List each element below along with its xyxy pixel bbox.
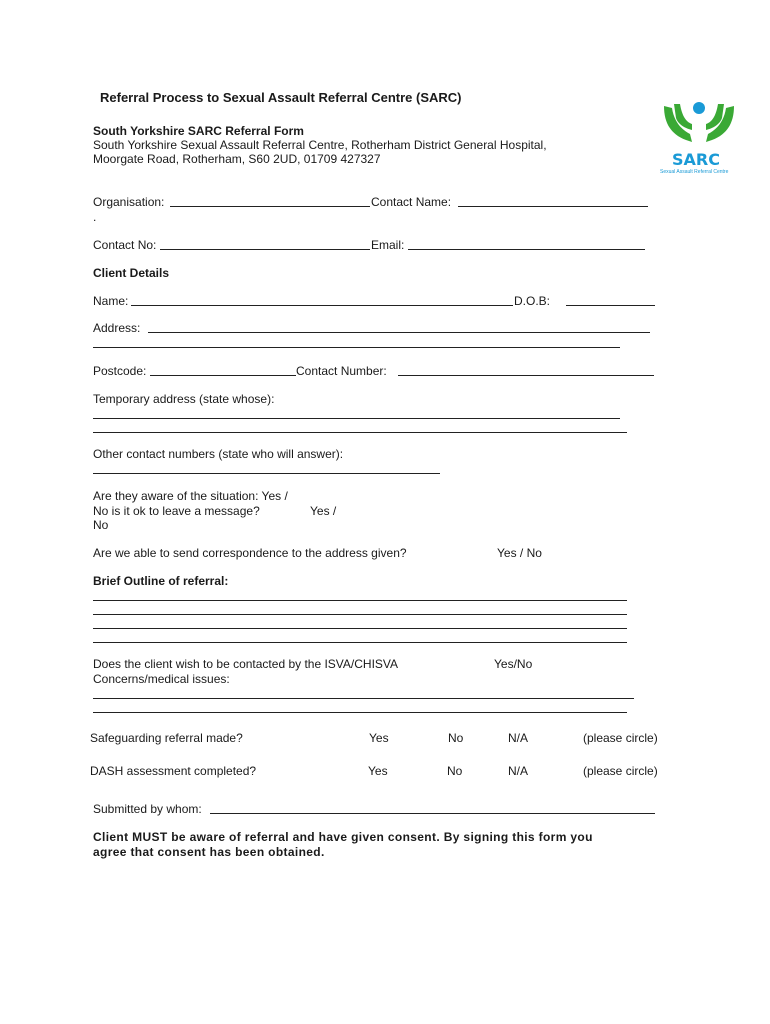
submitted-label: Submitted by whom:	[93, 802, 202, 816]
page-title: Referral Process to Sexual Assault Referral Centre (SARC)	[100, 90, 462, 105]
temp-address-field-2[interactable]	[93, 432, 627, 433]
safeguarding-please-circle: (please circle)	[583, 731, 658, 745]
address-field-2[interactable]	[93, 347, 620, 348]
dash-no[interactable]: No	[447, 764, 463, 778]
sarc-logo	[660, 100, 740, 180]
isva-answer[interactable]: Yes/No	[494, 657, 533, 671]
brief-outline-heading: Brief Outline of referral:	[93, 574, 229, 588]
name-field[interactable]	[131, 305, 513, 306]
logo-text: SARC	[672, 150, 720, 169]
isva-question: Does the client wish to be contacted by the ISVA/CHISVA	[93, 657, 399, 671]
outline-field-3[interactable]	[93, 628, 627, 629]
postcode-field[interactable]	[150, 375, 296, 376]
email-field[interactable]	[408, 249, 645, 250]
correspondence-question: Are we able to send correspondence to the address given?	[93, 546, 407, 560]
outline-field-4[interactable]	[93, 642, 627, 643]
correspondence-answer[interactable]: Yes / No	[497, 546, 542, 560]
organisation-label: Organisation:	[93, 195, 165, 209]
dash-yes[interactable]: Yes	[368, 764, 388, 778]
aware-question-line1: Are they aware of the situation: Yes /	[93, 489, 288, 503]
client-details-heading: Client Details	[93, 266, 170, 280]
contact-name-label: Contact Name:	[371, 195, 452, 209]
dob-label: D.O.B:	[514, 294, 551, 308]
dob-field[interactable]	[566, 305, 655, 306]
address-line-2: Moorgate Road, Rotherham, S60 2UD, 01709 427327	[93, 152, 381, 166]
address-line-1: South Yorkshire Sexual Assault Referral Centre, Rotherham District General Hospital,	[93, 138, 547, 152]
consent-line-1: Client MUST be aware of referral and have given consent. By signing this form you	[93, 830, 593, 844]
submitted-field[interactable]	[210, 813, 655, 814]
outline-field-1[interactable]	[93, 600, 627, 601]
contact-no-label: Contact No:	[93, 238, 157, 252]
outline-field-2[interactable]	[93, 614, 627, 615]
other-numbers-field[interactable]	[93, 473, 440, 474]
aware-question-line2: No is it ok to leave a message?	[93, 504, 260, 518]
safeguarding-na[interactable]: N/A	[508, 731, 529, 745]
other-numbers-label: Other contact numbers (state who will answer):	[93, 447, 344, 461]
address-field-1[interactable]	[148, 332, 650, 333]
aware-yes-option[interactable]: Yes /	[310, 504, 337, 518]
postcode-label: Postcode:	[93, 364, 147, 378]
consent-line-2: agree that consent has been obtained.	[93, 845, 325, 859]
safeguarding-no[interactable]: No	[448, 731, 464, 745]
safeguarding-question: Safeguarding referral made?	[90, 731, 243, 745]
contact-no-field[interactable]	[160, 249, 370, 250]
contact-number-field[interactable]	[398, 375, 654, 376]
dash-na[interactable]: N/A	[508, 764, 529, 778]
concerns-label: Concerns/medical issues:	[93, 672, 230, 686]
form-heading: South Yorkshire SARC Referral Form	[93, 124, 304, 138]
dash-question: DASH assessment completed?	[90, 764, 257, 778]
dash-please-circle: (please circle)	[583, 764, 658, 778]
contact-number-label: Contact Number:	[296, 364, 387, 378]
stray-dot: .	[93, 210, 97, 224]
concerns-field-2[interactable]	[93, 712, 627, 713]
temp-address-field-1[interactable]	[93, 418, 620, 419]
address-label: Address:	[93, 321, 141, 335]
organisation-field[interactable]	[170, 206, 370, 207]
contact-name-field[interactable]	[458, 206, 648, 207]
temp-address-label: Temporary address (state whose):	[93, 392, 275, 406]
concerns-field-1[interactable]	[93, 698, 634, 699]
logo-subtext: Sexual Assault Referral Centre	[660, 169, 729, 175]
aware-no-option[interactable]: No	[93, 518, 109, 532]
name-label: Name:	[93, 294, 129, 308]
safeguarding-yes[interactable]: Yes	[369, 731, 389, 745]
email-label: Email:	[371, 238, 405, 252]
